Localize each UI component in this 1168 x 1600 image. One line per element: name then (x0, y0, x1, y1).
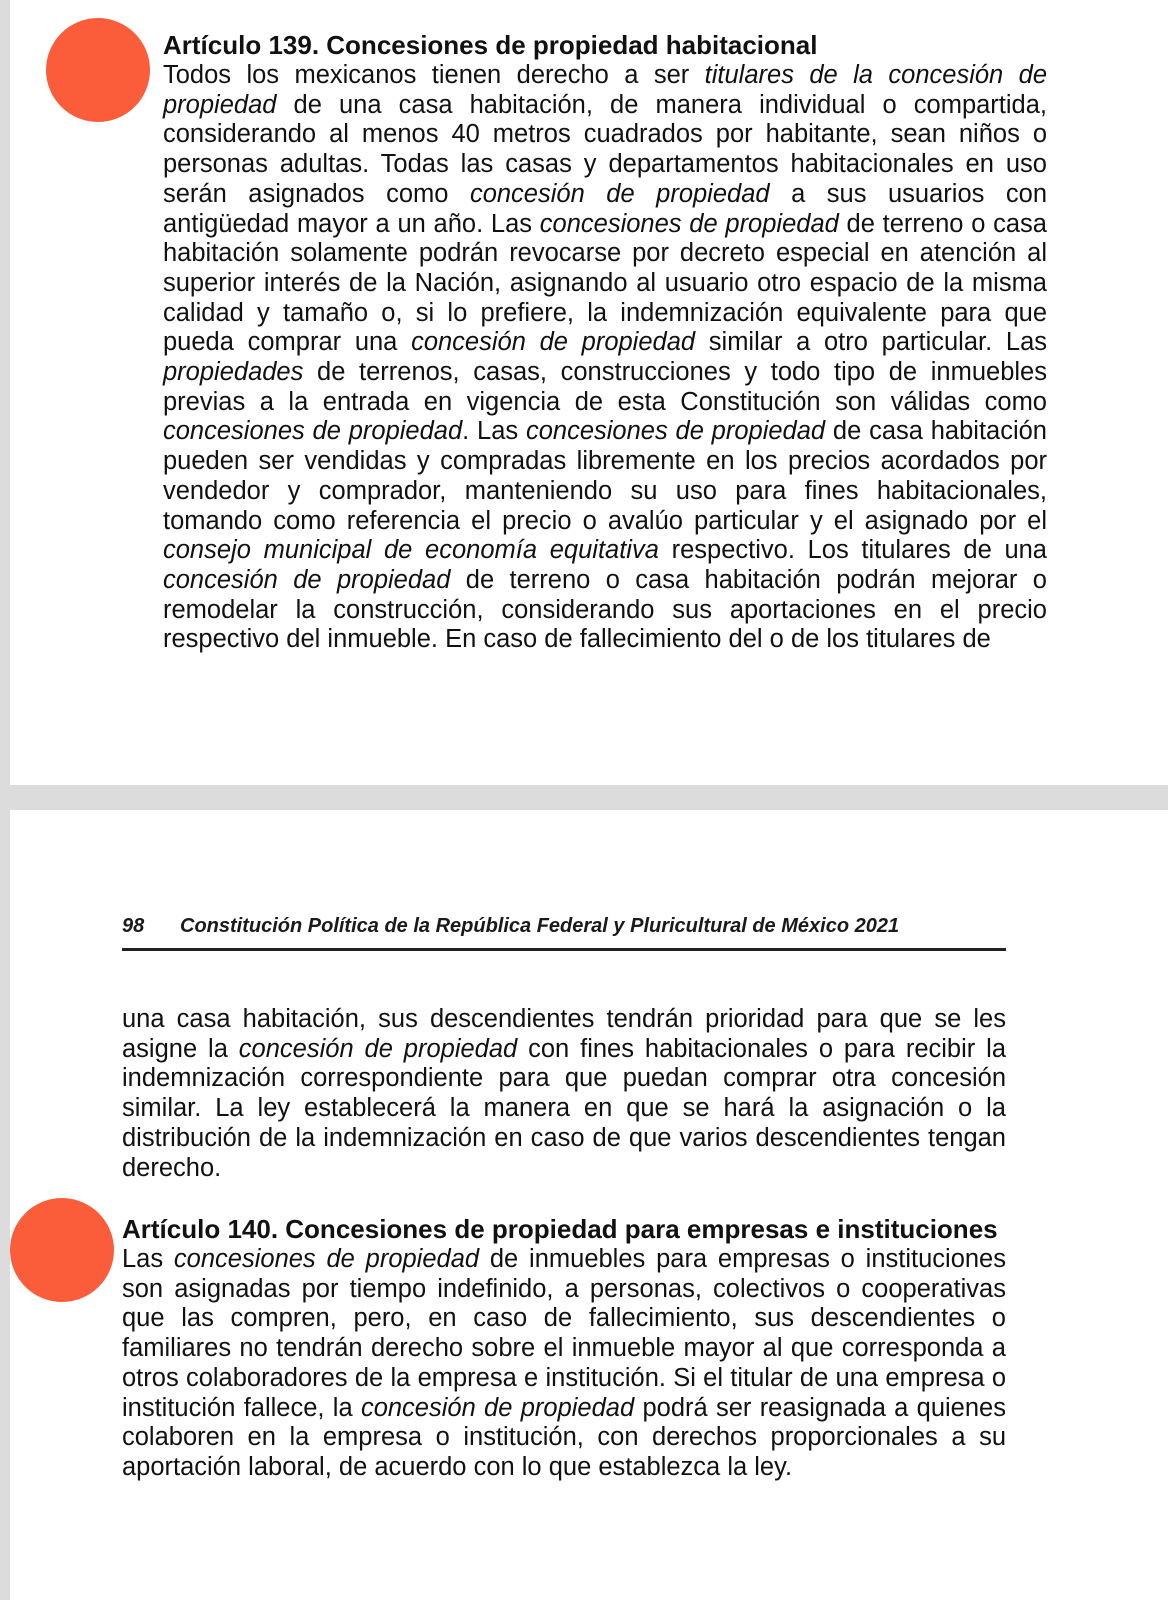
italic-term: propiedades (163, 358, 304, 387)
text-run: Todos los mexicanos tienen derecho a ser (163, 61, 705, 89)
italic-term: concesiones de propiedad (539, 209, 839, 238)
text-run: de terreno o casa habitación solamente podrán revocarse por decreto especial en atención al superior interés de la Nación, asignando al usuario otro espacio de la misma calidad y tamaño o, si lo prefiere, la indemnización equivalente para que pueda comprar una (163, 209, 1047, 357)
text-run: de una casa habitación, de manera individual o compartida, considerando al menos 40 metros cuadrados por habitante, sean niños o personas adultas. Todas las casas y departamentos habitacionales en uso serán asignados como (163, 90, 1047, 208)
italic-term: concesiones de propiedad (163, 417, 463, 446)
article-139 (163, 30, 1047, 655)
italic-term: concesiones de propiedad (173, 1245, 480, 1273)
text-run: podrá ser reasignada a quienes colaboren en la empresa o institución, con derechos proporcionales a su aportación laboral, de acuerdo con lo que establezca la ley. (122, 1393, 1006, 1481)
text-run: similar a otro particular. Las (695, 328, 1047, 357)
article-140-body (122, 1245, 1006, 1483)
italic-term: concesión de propiedad (469, 179, 770, 208)
running-header (122, 912, 1006, 940)
italic-term: concesiones de propiedad (525, 417, 826, 446)
article-139-body (163, 61, 1047, 655)
italic-term: consejo municipal de economía equitativa (163, 536, 659, 565)
article-139-continuation-body (122, 1005, 1006, 1183)
article-139-continuation (122, 1005, 1006, 1183)
text-run: respectivo. Los titulares de una (658, 536, 1047, 565)
text-run: a sus usuarios con antigüedad mayor a un año. Las (163, 179, 1048, 238)
text-run: con fines habitacionales o para recibir la indemnización correspondiente para que puedan comprar otra concesión similar. La ley establecerá la manera en que se hará la asignación o la distribución de la indemnización en caso de que varios descendientes tengan derecho. (122, 1034, 1006, 1182)
header-rule (122, 948, 1006, 951)
text-run: de casa habitación pueden ser vendidas y compradas libremente en los precios acordados por vendedor y comprador, manteniendo su uso para fines habitacionales, tomando como referencia el precio o avalúo particular y el asignado por el (163, 417, 1047, 535)
article-140 (122, 1213, 1006, 1483)
text-run: de terrenos, casas, construcciones y todo tipo de inmuebles previas a la entrada en vigencia de esta Constitución son válidas como (163, 358, 1047, 416)
italic-term: concesión de propiedad (360, 1393, 635, 1422)
italic-term: concesión de propiedad (163, 565, 451, 594)
orange-dot-marker-icon (10, 1198, 114, 1302)
text-run: . Las (462, 417, 526, 446)
text-run: de terreno o casa habitación podrán mejorar o remodelar la construcción, considerando sus aportaciones en el precio respectivo del inmueble. En caso de fallecimiento del o de los titulares de (163, 565, 1047, 654)
page-number: 98 (122, 915, 145, 937)
italic-term: concesión de propiedad (411, 328, 696, 357)
italic-term: concesión de propiedad (238, 1034, 518, 1063)
text-run: una casa habitación, sus descendientes tendrán prioridad para que se les asigne la (122, 1005, 1006, 1063)
publication-title: Constitución Política de la República Federal y Pluricultural de México 2021 (180, 915, 900, 937)
orange-dot-marker-icon (46, 18, 150, 122)
italic-term: titulares de la concesión de propiedad (163, 61, 1047, 119)
article-139-title: Artículo 139. Concesiones de propiedad habitacional (163, 30, 818, 60)
text-run: de inmuebles para empresas o instituciones son asignadas por tiempo indefinido, a personas, colectivos o cooperativas que las compren, pero, en caso de fallecimiento, sus descendientes o familiares no tendrán derecho sobre el inmueble mayor al que corresponda a otros colaboradores de la empresa e institución. Si el titular de una empresa o institución fallece, la (122, 1245, 1006, 1422)
article-140-title: Artículo 140. Concesiones de propiedad para empresas e instituciones (122, 1214, 998, 1244)
text-run: Las (122, 1245, 174, 1273)
